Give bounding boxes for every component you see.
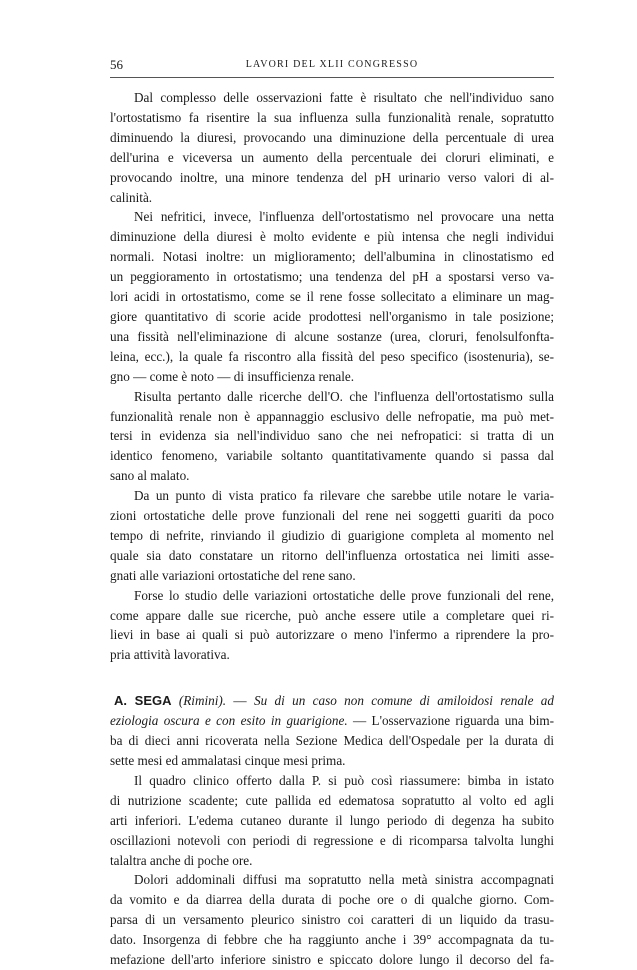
text-line: giore quantitativo di scorie acide prodottesi nell'organismo in tale posizione;	[110, 308, 554, 324]
text-line: provocando inoltre, una minore tendenza del pH urinario verso valori di al-	[110, 169, 554, 185]
text-line: un peggioramento in ortostatismo; una tendenza del pH a spostarsi verso va-	[110, 269, 554, 285]
paragraph-2	[110, 207, 554, 386]
text-line: Da un punto di vista pratico fa rilevare che sarebbe utile notare le varia-	[134, 488, 554, 504]
communication-title: Su di un caso non comune di amiloidosi renale ad	[253, 693, 554, 709]
paragraph-1	[110, 88, 554, 207]
text-line: da vomito e da diarrea della durata di poche ore o di qualche giorno. Com-	[110, 892, 554, 908]
paragraph-7	[110, 870, 554, 970]
page-number: 56	[110, 57, 123, 72]
text-line: una fissità nell'eliminazione di alcune sostanze (urea, cloruri, fenolsulfonfta-	[110, 328, 554, 344]
text-line: arti inferiori. L'edema cutaneo durante il lungo periodo di degenza ha subito	[110, 812, 554, 828]
text-line: dato. Insorgenza di febbre che ha raggiunto anche i 39° accompagnata da tu-	[110, 932, 554, 948]
text-line: calinità.	[110, 189, 153, 205]
text-line: tempo di nefrite, rinviando il giudizio di guarigione completa al momento nel	[110, 527, 554, 543]
communication-abstract	[110, 691, 554, 771]
paragraph-4	[110, 486, 554, 586]
text-run: — L'osservazione riguarda una bim-	[347, 713, 555, 729]
communication-title-cont: eziologia oscura e con esito in guarigione.	[110, 713, 348, 729]
text-line: gno — come è noto — di insufficienza renale.	[110, 368, 355, 384]
running-title: LAVORI DEL XLII CONGRESSO	[245, 59, 419, 70]
text-line: diminuendo la diuresi, provocando una diminuzione della percentuale di urea	[110, 129, 554, 145]
text-line: di nutrizione scadente; cute pallida ed edematosa sopratutto al volto ed agli	[110, 792, 554, 808]
text-line: Dolori addominali diffusi ma sopratutto nella metà sinistra accompagnati	[134, 872, 554, 888]
paragraph-6	[110, 771, 554, 871]
text-line: pria attività lavorativa.	[110, 647, 230, 663]
text-line: ba di dieci anni ricoverata nella Sezione Medica dell'Ospedale per la durata di	[110, 733, 554, 749]
text-line: l'ortostatismo fa risentire la sua influenza sulla funzionalità renale, sopratutto	[110, 109, 554, 125]
text-line: talaltra anche di poche ore.	[110, 852, 253, 868]
text-line: mefazione dell'arto inferiore sinistro e spiccato dolore lungo il decorso del fa-	[110, 952, 554, 968]
author-name: A. SEGA	[114, 693, 172, 709]
text-line: come appare dalle sue ricerche, può anche essere utile a completare quei ri-	[110, 607, 554, 623]
text-line: quale sia dato constatare un ritorno dell'influenza ortostatica nei limiti asse-	[110, 547, 554, 563]
text-line: tersi in evidenza sia nell'individuo sano che nei nefropatici: si tratta di un	[110, 428, 554, 444]
text-line: funzionalità renale non è appannaggio esclusivo delle nefropatie, ma può met-	[110, 408, 554, 424]
text-line: identico fenomeno, variabile soltanto quantitativamente quando si passa dal	[110, 448, 554, 464]
text-line	[110, 691, 554, 711]
text-line: Nei nefritici, invece, l'influenza dell'ortostatismo nel provocare una netta	[134, 209, 554, 225]
author-city: (Rimini).	[178, 693, 227, 709]
text-line: normali. Notasi inoltre: un miglioramento; dell'albumina in clinostatismo ed	[110, 249, 554, 265]
text-line: leina, ecc.), la quale fa riscontro alla fissità del peso specifico (isostenuria), se-	[110, 348, 554, 364]
title-dash: —	[226, 693, 254, 709]
text-line: Il quadro clinico offerto dalla P. si può così riassumere: bimba in istato	[134, 772, 554, 788]
header-rule	[110, 77, 554, 78]
text-line: dell'urina e viceversa un aumento della percentuale dei cloruri eliminati, e	[110, 149, 554, 165]
text-line: sette mesi ed ammalatasi cinque mesi prima.	[110, 753, 346, 768]
text-line: Dal complesso delle osservazioni fatte è risultato che nell'individuo sano	[134, 90, 554, 105]
page-header	[110, 57, 554, 75]
text-line: sano al malato.	[110, 468, 190, 484]
text-line: oscillazioni notevoli con periodi di regressione e di ricomparsa talvolta lunghi	[110, 832, 554, 848]
text-line: zioni ortostatiche delle prove funzionali del rene nei soggetti guariti da poco	[110, 508, 554, 524]
page-body	[110, 88, 554, 970]
text-line: lievi in base ai quali si può autorizzare o meno l'infermo a riprendere la pro-	[110, 627, 554, 643]
text-line: lori acidi in ortostatismo, come se il rene fosse sollecitato a eliminare un mag-	[110, 289, 554, 305]
text-line: parsa di un versamento pleurico sinistro coi caratteri di un liquido da trasu-	[110, 912, 554, 928]
paragraph-3	[110, 387, 554, 487]
text-line: Forse lo studio delle variazioni ortostatiche delle prove funzionali del rene,	[134, 587, 554, 603]
text-line	[110, 711, 554, 731]
text-line: diminuzione della diuresi è molto evidente e più intensa che negli individui	[110, 229, 554, 245]
section-gap	[110, 665, 554, 691]
text-line: gnati alle variazioni ortostatiche del rene sano.	[110, 567, 356, 583]
paragraph-5	[110, 586, 554, 666]
text-line: Risulta pertanto dalle ricerche dell'O. che l'influenza dell'ortostatismo sulla	[134, 388, 554, 404]
